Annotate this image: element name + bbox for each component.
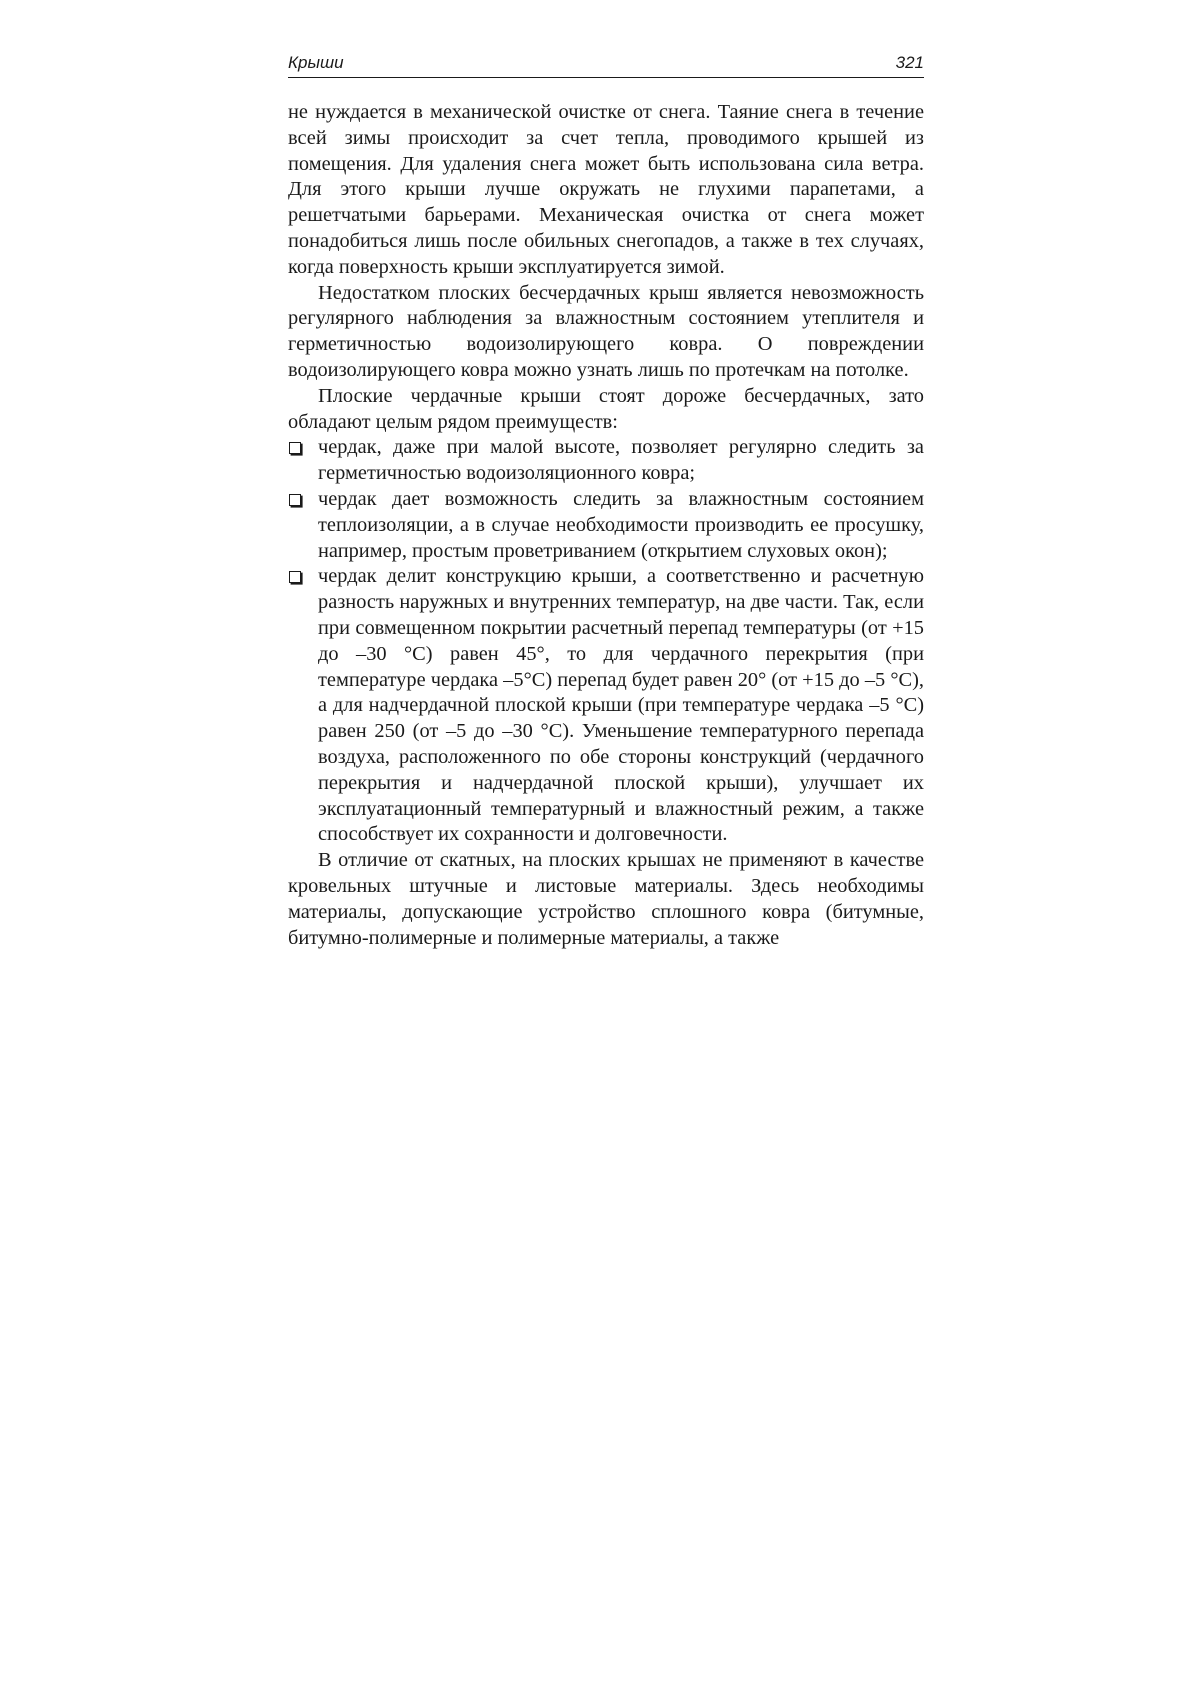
list-item bbox=[288, 487, 924, 564]
paragraph-3: Плоские чердачные крыши стоят дороже бесчердачных, зато обладают целым рядом преимуществ: bbox=[288, 384, 924, 433]
book-page bbox=[288, 52, 924, 951]
running-head bbox=[288, 52, 924, 78]
checkbox-bullet-icon bbox=[289, 442, 301, 454]
chapter-title: Крыши bbox=[288, 53, 344, 72]
page-number: 321 bbox=[895, 53, 924, 72]
checkbox-bullet-icon bbox=[289, 571, 301, 583]
checkbox-bullet-icon bbox=[289, 494, 301, 506]
list-item-text: чердак делит конструкцию крыши, а соответственно и расчетную разность наружных и внутренних температур, на две части. Так, если при совмещенном покрытии расчетный перепад температуры (от +15 до –30 °С) равен 45°, то для чердачного перекрытия (при температуре чердака –5°С) перепад будет равен 20° (от +15 до –5 °С), а для надчердачной плоской крыши (при температуре чердака –5 °С) равен 250 (от –5 до –30 °С). Уменьшение температурного перепада воздуха, расположенного по обе стороны конструкций (чердачного перекрытия и надчердачной плоской крыши), улучшает их эксплуатационный температурный и влажностный режим, а также способствует их сохранности и долговечности. bbox=[318, 565, 924, 846]
paragraph-1: не нуждается в механической очистке от снега. Таяние снега в течение всей зимы происходит за счет тепла, проводимого крышей из помещения. Для удаления снега может быть использована сила ветра. Для этого крыши лучше окружать не глухими парапетами, а решетчатыми барьерами. Механическая очистка от снега может понадобиться лишь после обильных снегопадов, а также в тех случаях, когда поверхность крыши эксплуатируется зимой. bbox=[288, 101, 924, 278]
list-item bbox=[288, 564, 924, 848]
paragraph-4: В отличие от скатных, на плоских крышах не применяют в качестве кровельных штучные и листовые материалы. Здесь необходимы материалы, допускающие устройство сплошного ковра (битумные, битумно-полимерные и полимерные материалы, а также bbox=[288, 849, 924, 949]
body-text bbox=[288, 100, 924, 951]
list-item bbox=[288, 435, 924, 487]
paragraph-2: Недостатком плоских бесчердачных крыш является невозможность регулярного наблюдения за влажностным состоянием утеплителя и герметичностью водоизолирующего ковра. О повреждении водоизолирующего ковра можно узнать лишь по протечкам на потолке. bbox=[288, 281, 924, 381]
list-item-text: чердак, даже при малой высоте, позволяет регулярно следить за герметичностью водоизоляционного ковра; bbox=[318, 436, 924, 485]
advantages-list bbox=[288, 435, 924, 848]
list-item-text: чердак дает возможность следить за влажностным состоянием теплоизоляции, а в случае необходимости производить ее просушку, например, простым проветриванием (открытием слуховых окон); bbox=[318, 487, 924, 562]
